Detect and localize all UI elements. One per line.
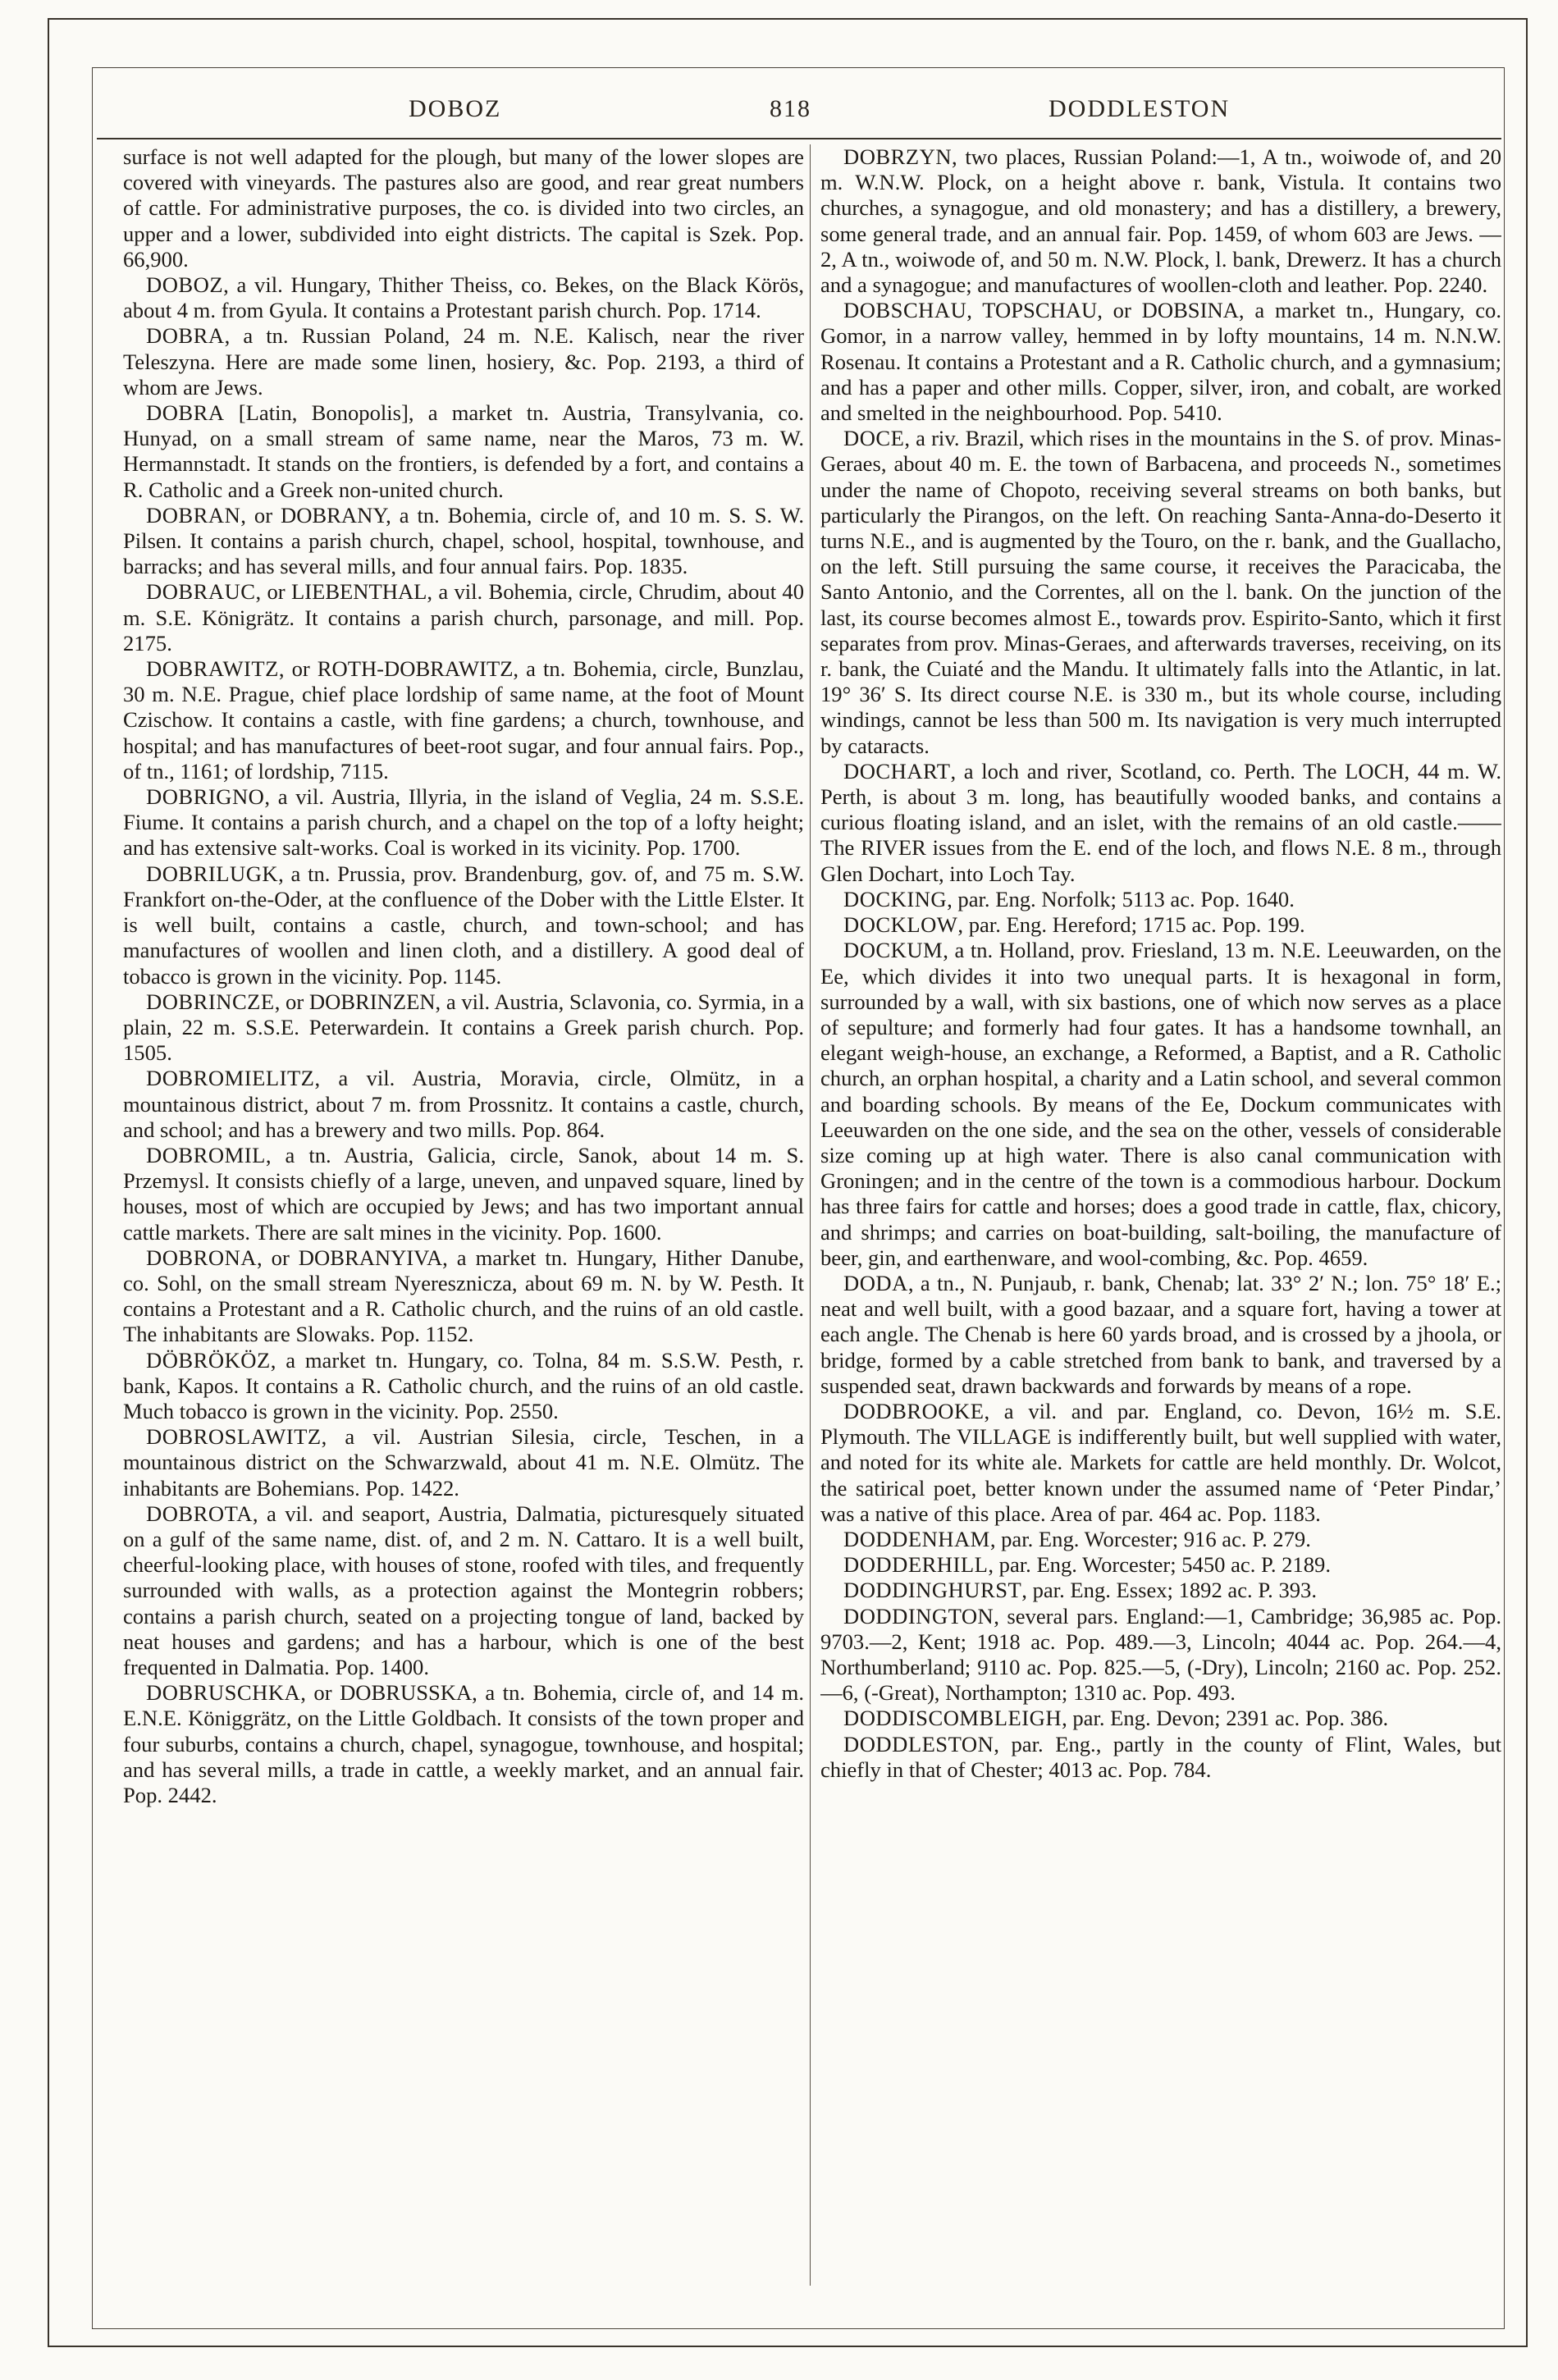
entry [123, 656, 804, 784]
entry-headword: DOBRAUC [146, 579, 256, 605]
column-divider [810, 144, 811, 2286]
entry-text: , or DOBRANY, a tn. Bohemia, circle of, and 10 m. S. S. W. Pilsen. It contains a parish church, chapel, school, hospital, townhouse, and barracks; and has several mills, and four annual fairs. Pop. 1835. [123, 502, 804, 579]
entry [123, 272, 804, 323]
entry-text: , par. Eng. Hereford; 1715 ac. Pop. 199. [957, 912, 1305, 938]
entry [820, 1578, 1501, 1603]
entry-headword: DOBRIGNO [146, 784, 265, 810]
entry [820, 426, 1501, 759]
entry [820, 887, 1501, 912]
entry-headword: DOBROSLAWITZ [146, 1424, 322, 1450]
entry-text: , a tn. Austria, Galicia, circle, Sanok, about 14 m. S. Przemysl. It consists chiefly of a large, uneven, and unpaved square, lined by houses, most of which are occupied by Jews; and has two important annual cattle markets. There are salt mines in the vicinity. Pop. 1600. [123, 1142, 804, 1245]
entry-text: , a vil. and seaport, Austria, Dalmatia, picturesquely situated on a gulf of the same name, dist. of, and 2 m. N. Cattaro. It is a well built, cheerful-looking place, with houses of stone, roofed with tiles, and frequently surrounded with walls, as a protection against the Montegrin robbers; contains a parish church, seated on a projecting tongue of land, backed by neat houses and gardens; and has a harbour, which is one of the best frequented in Dalmatia. Pop. 1400. [123, 1501, 804, 1679]
entry-headword: DOBROMIELITZ [146, 1066, 315, 1091]
entry-headword: DODBROOKE [843, 1398, 985, 1423]
entry [123, 1066, 804, 1143]
entry-headword: DODDENHAM [843, 1526, 990, 1551]
entry-headword: DODDLESTON [843, 1731, 994, 1756]
entry-headword: DOCKLOW [843, 912, 958, 938]
entry-headword: DOBRAN [146, 502, 241, 528]
entry-headword: DOBRUSCHKA [146, 1680, 301, 1706]
entry-text: , par. Eng. Norfolk; 5113 ac. Pop. 1640. [947, 886, 1295, 911]
entry-headword: DOBRA [146, 323, 225, 349]
entry [123, 784, 804, 861]
entry [123, 144, 804, 272]
entry-headword: DOBRONA [146, 1245, 258, 1270]
entry-text: , par. Eng. Worcester; 5450 ac. P. 2189. [988, 1552, 1331, 1578]
entry-text: , a vil. Austria, Moravia, circle, Olmütz, in a mountainous district, about 7 m. from Prossnitz. It contains a castle, church, and school; and has a brewery and two mills. Pop. 864. [123, 1066, 804, 1142]
entry-text: , a tn., N. Punjaub, r. bank, Chenab; lat. 33° 2′ N.; lon. 75° 18′ E.; neat and well built, with a good bazaar, and a square fort, having a tower at each angle. The Chenab is here 60 yards broad, and is crossed by a jhoola, or bridge, formed by a cable stretched from bank to bank, and traversed by a suspended seat, drawn backwards and forwards by means of a rope. [820, 1270, 1501, 1398]
entry [820, 1732, 1501, 1783]
entry-headword: DOBRINCZE [146, 989, 275, 1014]
entry-text: , a loch and river, Scotland, co. Perth. The LOCH, 44 m. W. Perth, is about 3 m. long, has beautifully wooded banks, and contains a curious floating island, and an islet, with the remains of an old castle.——The RIVER issues from the E. end of the loch, and flows N.E. 8 m., through Glen Dochart, into Loch Tay. [820, 758, 1501, 886]
entry-text: , two places, Russian Poland:—1, A tn., woiwode of, and 20 m. W.N.W. Plock, on a height above r. bank, Vistula. It contains two churches, a synagogue, and old monastery; and has a distillery, a brewery, some general trade, and an annual fair. Pop. 1459, of whom 603 are Jews. —2, A tn., woiwode of, and 50 m. N.W. Plock, l. bank, Drewerz. It has a church and a synagogue; and manufactures of woollen-cloth and leather. Pop. 2240. [820, 144, 1501, 298]
entry-headword: DODA [843, 1270, 908, 1295]
entry [123, 503, 804, 580]
running-header [97, 95, 1501, 135]
entry [123, 861, 804, 989]
entry-text: , a tn. Russian Poland, 24 m. N.E. Kalisch, near the river Teleszyna. Here are made some linen, hosiery, &c. Pop. 2193, a third of whom are Jews. [123, 323, 804, 400]
entry-headword: DODDISCOMBLEIGH [843, 1706, 1062, 1731]
entry [123, 989, 804, 1067]
entry-headword: DOCKING [843, 886, 948, 911]
entry-text: , or LIEBENTHAL, a vil. Bohemia, circle, Chrudim, about 40 m. S.E. Königrätz. It contains a parish church, parsonage, and mill. Pop. 2175. [123, 579, 804, 656]
right-column [820, 144, 1501, 2294]
entry [820, 912, 1501, 938]
entry-text: , TOPSCHAU, or DOBSINA, a market tn., Hungary, co. Gomor, in a narrow valley, hemmed in by lofty mountains, 14 m. N.N.W. Rosenau. It contains a Protestant and a R. Catholic church, and a gymnasium; and has a paper and other mills. Copper, silver, iron, and cobalt, are worked and smelted in the neighbourhood. Pop. 5410. [820, 298, 1501, 426]
entry [820, 298, 1501, 426]
entry-text: , a tn. Holland, prov. Friesland, 13 m. N.E. Leeuwarden, on the Ee, which divides it into two unequal parts. It is hexagonal in form, surrounded by a wall, with six bastions, one of which now serves as a place of sepulture; and formerly had four gates. It has a handsome townhall, an elegant weigh-house, an exchange, a Reformed, a Baptist, and a R. Catholic church, an orphan hospital, a charity and a Latin school, and several common and boarding schools. By means of the Ee, Dockum communicates with Leeuwarden on the one side, and the sea on the other, vessels of considerable size coming up at high water. There is also canal communication with Groningen; and in the centre of the town is a commodious harbour. Dockum has three fairs for cattle and horses; does a good trade in cattle, flax, chicory, and shrimps; and carries on boat-building, salt-boiling, the manufacture of beer, gin, and earthenware, and wool-combing, &c. Pop. 4659. [820, 938, 1501, 1270]
entry-headword: DOBSCHAU [843, 298, 967, 323]
entry-text: , a tn. Prussia, prov. Brandenburg, gov. of, and 75 m. S.W. Frankfort on-the-Oder, at the confluence of the Dober with the Little Elster. It is well built, contains a castle, church, and town-school; and has manufactures of woollen and linen cloth, and a distillery. A good deal of tobacco is grown in the vicinity. Pop. 1145. [123, 861, 804, 989]
entry-text: , par. Eng., partly in the county of Flint, Wales, but chiefly in that of Chester; 4013 ac. Pop. 784. [820, 1731, 1501, 1782]
entry-text: , or ROTH-DOBRAWITZ, a tn. Bohemia, circle, Bunzlau, 30 m. N.E. Prague, chief place lordship of same name, at the foot of Mount Czischow. It contains a castle, with fine gardens; a church, townhouse, and hospital; and has manufactures of beet-root sugar, and four annual fairs. Pop., of tn., 1161; of lordship, 7115. [123, 656, 804, 783]
entry-text: , par. Eng. Essex; 1892 ac. P. 393. [1021, 1578, 1317, 1603]
entry [123, 579, 804, 656]
entry [123, 400, 804, 503]
left-column [123, 144, 804, 2294]
entry [123, 1143, 804, 1245]
entry [820, 144, 1501, 298]
entry-headword: DOBRA [146, 400, 225, 426]
entry-text: [Latin, Bonopolis], a market tn. Austria, Transylvania, co. Hunyad, on a small stream of same name, near the Maros, 73 m. W. Hermannstadt. It stands on the frontiers, is defended by a fort, and contains a R. Catholic and a Greek non-united church. [123, 400, 804, 502]
entry [820, 759, 1501, 887]
header-right-guideword: DODDLESTON [1049, 95, 1231, 122]
entry-headword: DOCE [843, 426, 905, 451]
entry-text: , a vil. and par. England, co. Devon, 16½ m. S.E. Plymouth. The VILLAGE is indifferently built, but well supplied with water, and noted for its white ale. Markets for cattle are held monthly. Dr. Wolcot, the satirical poet, better known under the assumed name of ‘Peter Pindar,’ was a native of this place. Area of par. 464 ac. Pop. 1183. [820, 1398, 1501, 1526]
entry [820, 1552, 1501, 1578]
entry-headword: DOBRZYN [843, 144, 953, 169]
entry [123, 1680, 804, 1808]
entry [123, 1501, 804, 1680]
entry-text: , or DOBRINZEN, a vil. Austria, Sclavonia, co. Syrmia, in a plain, 22 m. S.S.E. Peterwardein. It contains a Greek parish church. Pop. 1505. [123, 989, 804, 1066]
entry [820, 1527, 1501, 1552]
entry-headword: DOBOZ [146, 272, 224, 298]
entry-text: , par. Eng. Worcester; 916 ac. P. 279. [989, 1526, 1311, 1551]
entry [820, 1604, 1501, 1706]
entry [820, 1271, 1501, 1399]
entry [123, 323, 804, 400]
entry-text: , a market tn. Hungary, co. Tolna, 84 m. S.S.W. Pesth, r. bank, Kapos. It contains a R. Catholic church, and the ruins of an old castle. Much tobacco is grown in the vicinity. Pop. 2550. [123, 1347, 804, 1423]
entry-text: , a vil. Austrian Silesia, circle, Teschen, in a mountainous district on the Schwarzwald, about 41 m. N.E. Olmütz. The inhabitants are Bohemians. Pop. 1422. [123, 1424, 804, 1501]
entry-text: , or DOBRUSSKA, a tn. Bohemia, circle of, and 14 m. E.N.E. Königgrätz, on the Little Goldbach. It consists of the town proper and four suburbs, contains a church, chapel, synagogue, townhouse, and hospital; and has several mills, a trade in cattle, a weekly market, and an annual fair. Pop. 2442. [123, 1680, 804, 1807]
entry [820, 938, 1501, 1271]
entry-text: , several pars. England:—1, Cambridge; 36,985 ac. Pop. 9703.—2, Kent; 1918 ac. Pop. 489.—3, Lincoln; 4044 ac. Pop. 264.—4, Northumberland; 9110 ac. Pop. 825.—5, (-Dry), Lincoln; 2160 ac. Pop. 252.—6, (-Great), Northampton; 1310 ac. Pop. 493. [820, 1603, 1501, 1706]
entry [123, 1245, 804, 1348]
entry-headword: DOBROMIL [146, 1142, 266, 1167]
entry-headword: DOBRAWITZ [146, 656, 279, 682]
entry-headword: DODDINGHURST [843, 1578, 1022, 1603]
entry-text: surface is not well adapted for the plough, but many of the lower slopes are covered with vineyards. The pastures also are good, and rear great numbers of cattle. For administrative purposes, the co. is divided into two circles, an upper and a lower, subdivided into eight districts. The capital is Szek. Pop. 66,900. [123, 144, 804, 272]
entry-text: , a riv. Brazil, which rises in the mountains in the S. of prov. Minas-Geraes, about 40 m. E. the town of Barbacena, and proceeds N., sometimes under the name of Chopoto, receiving several streams on both banks, but particularly the Pirangos, on the left. On reaching Santa-Anna-do-Deserto it turns N.E., and is augmented by the Touro, on the r. bank, and the Guallacho, on the left. Still pursuing the same course, it receives the Paracicaba, the Santo Antonio, and the Correntes, all on the l. bank. On the junction of the last, its course becomes almost E., towards prov. Espirito-Santo, which it first separates from prov. Minas-Geraes, and afterwards traverses, receiving, on its r. bank, the Cuiaté and the Mandu. It ultimately falls into the Atlantic, in lat. 19° 36′ S. Its direct course N.E. is 330 m., but its whole course, including windings, cannot be less than 500 m. Its navigation is very much interrupted by cataracts. [820, 426, 1501, 758]
header-left-guideword: DOBOZ [409, 95, 502, 122]
entry-text: , a vil. Hungary, Thither Theiss, co. Bekes, on the Black Körös, about 4 m. from Gyula. It contains a Protestant parish church. Pop. 1714. [123, 272, 804, 323]
entry-headword: DOCKUM [843, 938, 943, 963]
entry [123, 1348, 804, 1425]
entry-headword: DOCHART [843, 758, 951, 783]
page-number: 818 [770, 95, 811, 122]
entry-text: , a vil. Austria, Illyria, in the island of Veglia, 24 m. S.S.E. Fiume. It contains a parish church, and a chapel on the top of a lofty height; and has extensive salt-works. Coal is worked in its vicinity. Pop. 1700. [123, 784, 804, 861]
entry [123, 1424, 804, 1501]
entry [820, 1399, 1501, 1527]
entry-text: , par. Eng. Devon; 2391 ac. Pop. 386. [1062, 1706, 1389, 1731]
entry-text: , or DOBRANYIVA, a market tn. Hungary, Hither Danube, co. Sohl, on the small stream Nyeresznicza, about 69 m. N. by W. Pesth. It contains a Protestant and a R. Catholic church, and the ruins of an old castle. The inhabitants are Slowaks. Pop. 1152. [123, 1245, 804, 1347]
entry [820, 1706, 1501, 1731]
header-rule [97, 138, 1501, 139]
entry-headword: DODDINGTON [843, 1603, 994, 1629]
entry-headword: DOBRILUGK [146, 861, 279, 886]
entry-headword: DOBROTA [146, 1501, 253, 1526]
entry-headword: DÖBRÖKÖZ [146, 1347, 271, 1373]
entry-headword: DODDERHILL [843, 1552, 989, 1578]
